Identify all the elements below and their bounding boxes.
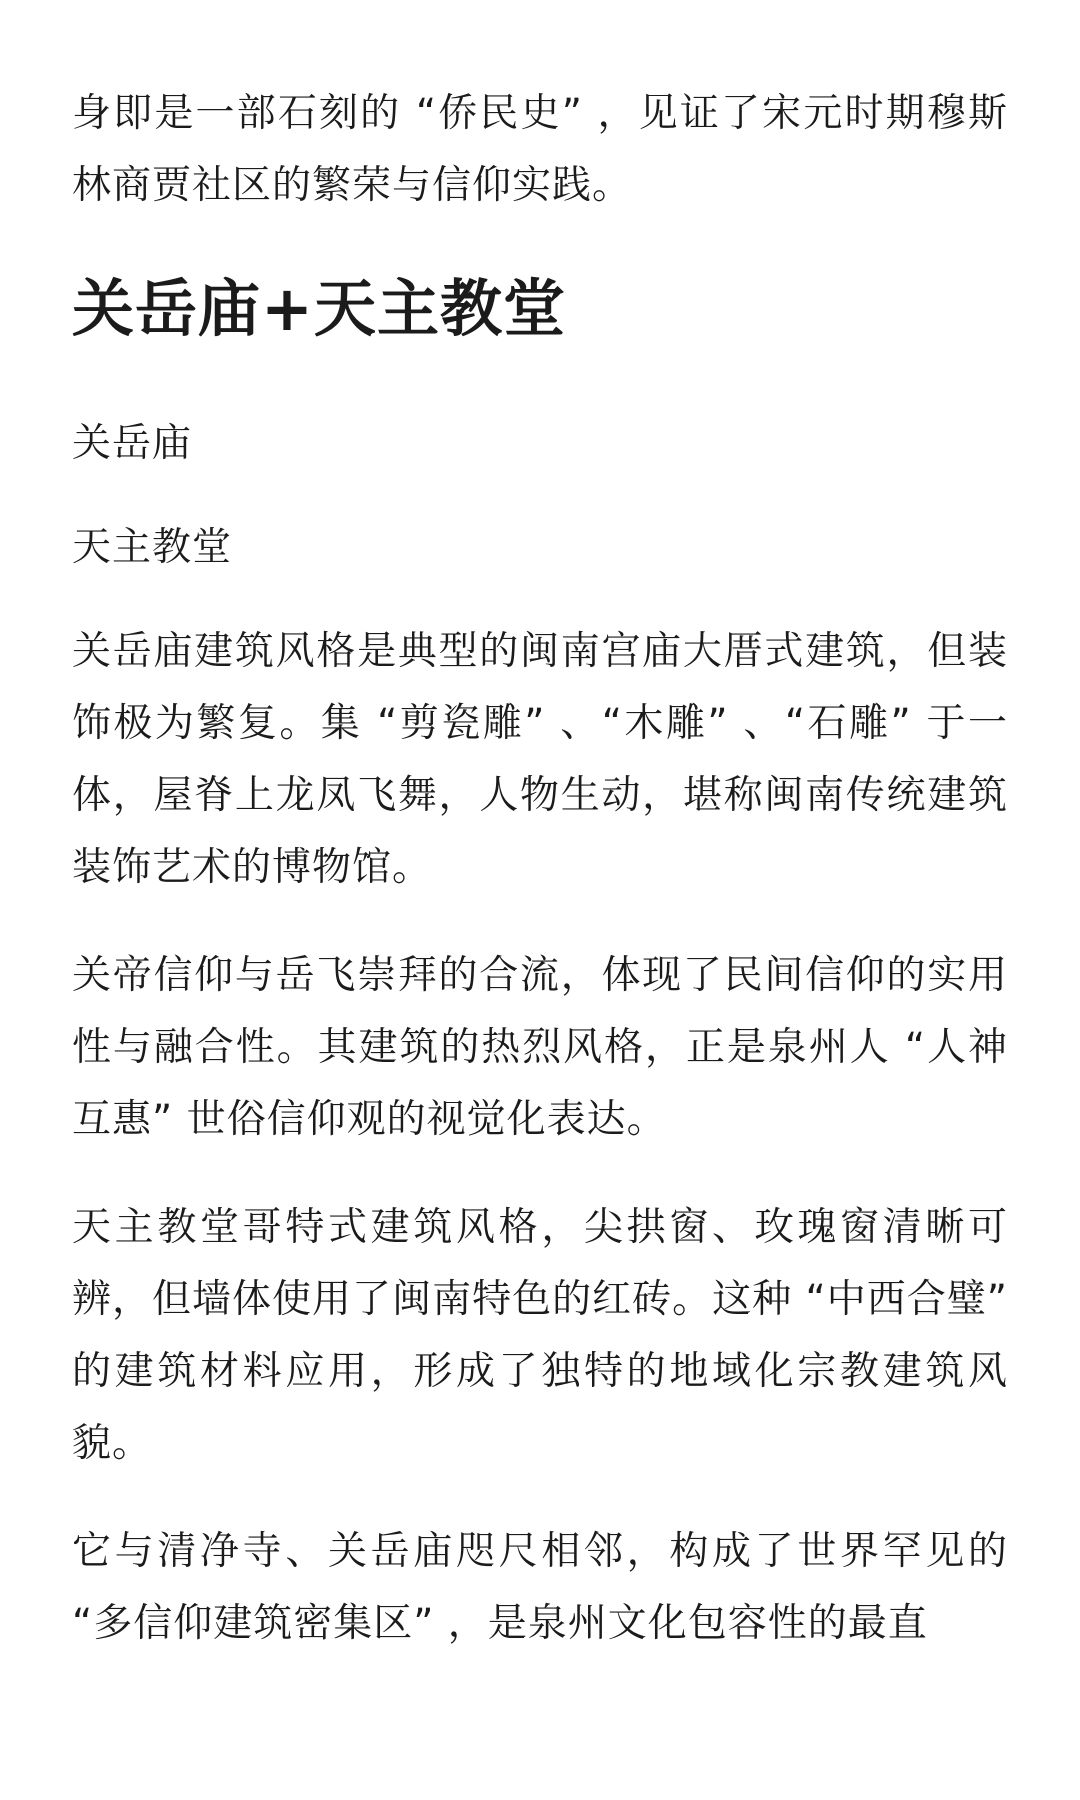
paragraph-guanyue-architecture: 关岳庙建筑风格是典型的闽南宫庙大厝式建筑，但装饰极为繁复。集 “剪瓷雕” 、“木雕” 、“石雕” 于一体，屋脊上龙凤飞舞，人物生动，堪称闽南传统建筑装饰艺术的博物馆。 bbox=[72, 629, 1008, 890]
section-title: 关岳庙+天主教堂 bbox=[72, 272, 566, 345]
intro-paragraph: 身即是一部石刻的 “侨民史” ，见证了宋元时期穆斯林商贾社区的繁荣与信仰实践。 bbox=[72, 91, 1008, 208]
paragraph-guandi-belief: 关帝信仰与岳飞崇拜的合流，体现了民间信仰的实用性与融合性。其建筑的热烈风格，正是泉州人 “人神互惠” 世俗信仰观的视觉化表达。 bbox=[72, 953, 1008, 1142]
paragraph-multi-faith-area: 它与清净寺、关岳庙咫尺相邻，构成了世界罕见的 “多信仰建筑密集区” ，是泉州文化包容性的最直 bbox=[72, 1529, 1008, 1646]
paragraph-church-architecture: 天主教堂哥特式建筑风格，尖拱窗、玫瑰窗清晰可辨，但墙体使用了闽南特色的红砖。这种 “中西合璧” 的建筑材料应用，形成了独特的地域化宗教建筑风貌。 bbox=[72, 1205, 1008, 1466]
label-guanyue-temple: 关岳庙 bbox=[72, 421, 193, 466]
label-catholic-church: 天主教堂 bbox=[72, 525, 233, 570]
